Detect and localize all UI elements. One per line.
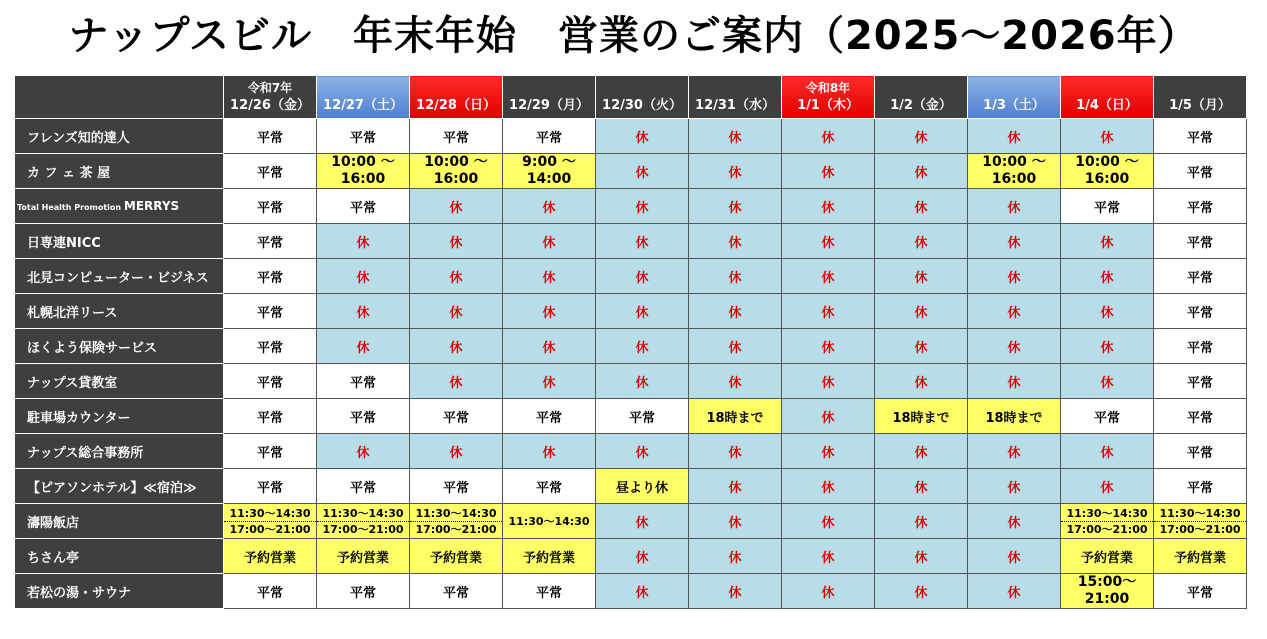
status-normal-cell: 平常	[224, 399, 317, 434]
status-closed-cell: 休	[503, 329, 596, 364]
status-closed-cell: 休	[968, 189, 1061, 224]
status-note-cell: 昼より休	[596, 469, 689, 504]
era-label	[317, 80, 409, 97]
header-corner-cell	[15, 76, 224, 119]
era-label: 令和7年	[247, 81, 293, 95]
status-closed-cell: 休	[875, 504, 968, 539]
status-closed-cell: 休	[968, 329, 1061, 364]
date-header-cell	[503, 76, 596, 119]
status-closed-cell: 休	[317, 329, 410, 364]
status-normal-cell: 平常	[224, 469, 317, 504]
era-label	[1154, 80, 1246, 97]
hours-line: 10:00 ～	[1075, 154, 1139, 170]
status-closed-cell: 休	[782, 154, 875, 189]
status-closed-cell: 休	[596, 364, 689, 399]
hours-cell	[410, 504, 503, 539]
status-normal-cell: 平常	[224, 364, 317, 399]
status-closed-cell: 休	[596, 154, 689, 189]
status-normal-cell: 平常	[1154, 329, 1247, 364]
status-closed-cell: 休	[503, 189, 596, 224]
hours-cell	[317, 504, 410, 539]
status-closed-cell: 休	[410, 434, 503, 469]
era-label	[968, 80, 1060, 97]
date-label: 12/26（金）	[230, 98, 310, 113]
status-normal-cell: 平常	[224, 224, 317, 259]
status-closed-cell: 休	[596, 329, 689, 364]
tenant-name-cell: 札幌北洋リース	[15, 294, 224, 329]
status-closed-cell: 休	[596, 539, 689, 574]
hours-cell	[317, 154, 410, 189]
hours-line: 16:00	[433, 171, 479, 187]
status-normal-cell: 平常	[224, 329, 317, 364]
status-closed-cell: 休	[1061, 119, 1154, 154]
status-closed-cell: 休	[596, 224, 689, 259]
status-closed-cell: 休	[689, 504, 782, 539]
status-note-cell: 18時まで	[968, 399, 1061, 434]
status-normal-cell: 平常	[1154, 224, 1247, 259]
hours-cell	[1061, 574, 1154, 609]
status-note-cell: 予約営業	[1061, 539, 1154, 574]
status-closed-cell: 休	[875, 539, 968, 574]
date-header-cell	[596, 76, 689, 119]
status-closed-cell: 休	[782, 364, 875, 399]
status-closed-cell: 休	[968, 469, 1061, 504]
table-row	[15, 434, 1247, 469]
status-normal-cell: 平常	[1154, 434, 1247, 469]
status-closed-cell: 休	[782, 259, 875, 294]
hours-line: 9:00 ～	[522, 154, 576, 170]
status-normal-cell: 平常	[503, 119, 596, 154]
era-label	[689, 80, 781, 97]
page-title: ナップスビル 年末年始 営業のご案内（2025～2026年）	[68, 13, 1199, 59]
status-closed-cell: 休	[1061, 364, 1154, 399]
status-closed-cell: 休	[596, 259, 689, 294]
status-closed-cell: 休	[1061, 259, 1154, 294]
status-closed-cell: 休	[596, 189, 689, 224]
status-normal-cell: 平常	[317, 364, 410, 399]
status-normal-cell: 平常	[596, 399, 689, 434]
date-label: 1/1（木）	[797, 98, 859, 113]
status-closed-cell: 休	[782, 574, 875, 609]
status-closed-cell: 休	[317, 224, 410, 259]
table-row	[15, 364, 1247, 399]
hours-line: 21:00	[1084, 591, 1130, 607]
status-closed-cell: 休	[410, 259, 503, 294]
era-label	[875, 80, 967, 97]
table-row	[15, 189, 1247, 224]
header-row	[15, 76, 1247, 119]
status-closed-cell: 休	[875, 329, 968, 364]
status-closed-cell: 休	[875, 294, 968, 329]
tenant-name-cell: 北見コンピューター・ビジネス	[15, 259, 224, 294]
status-closed-cell: 休	[968, 539, 1061, 574]
date-label: 1/5（月）	[1169, 98, 1231, 113]
date-label: 12/28（日）	[416, 98, 496, 113]
status-closed-cell: 休	[875, 469, 968, 504]
hours-line: 11:30～14:30	[1154, 506, 1246, 522]
status-closed-cell: 休	[596, 434, 689, 469]
status-closed-cell: 休	[968, 294, 1061, 329]
status-normal-cell: 平常	[1061, 399, 1154, 434]
status-closed-cell: 休	[968, 119, 1061, 154]
status-normal-cell: 平常	[1154, 364, 1247, 399]
status-closed-cell: 休	[689, 259, 782, 294]
tenant-name-cell: カ フ ェ 茶 屋	[15, 154, 224, 189]
status-closed-cell: 休	[1061, 329, 1154, 364]
status-normal-cell: 平常	[317, 189, 410, 224]
status-closed-cell: 休	[968, 574, 1061, 609]
status-closed-cell: 休	[782, 119, 875, 154]
hours-line: 10:00 ～	[982, 154, 1046, 170]
status-normal-cell: 平常	[410, 574, 503, 609]
hours-line: 16:00	[1084, 171, 1130, 187]
status-closed-cell: 休	[782, 469, 875, 504]
status-normal-cell: 平常	[1061, 189, 1154, 224]
status-normal-cell: 平常	[1154, 119, 1247, 154]
status-normal-cell: 平常	[317, 574, 410, 609]
tenant-name-cell: 若松の湯・サウナ	[15, 574, 224, 609]
status-closed-cell: 休	[875, 574, 968, 609]
status-closed-cell: 休	[875, 224, 968, 259]
date-header-cell	[968, 76, 1061, 119]
status-normal-cell: 平常	[224, 259, 317, 294]
status-normal-cell: 平常	[1154, 574, 1247, 609]
date-label: 1/3（土）	[983, 98, 1045, 113]
date-label: 12/30（火）	[602, 98, 682, 113]
table-row	[15, 399, 1247, 434]
hours-cell	[224, 504, 317, 539]
status-closed-cell: 休	[410, 364, 503, 399]
hours-line: 17:00～21:00	[322, 522, 404, 536]
hours-line: 17:00～21:00	[229, 522, 311, 536]
status-closed-cell: 休	[782, 294, 875, 329]
status-closed-cell: 休	[317, 434, 410, 469]
status-closed-cell: 休	[782, 329, 875, 364]
date-header-cell	[1061, 76, 1154, 119]
status-note-cell: 18時まで	[689, 399, 782, 434]
status-note-cell: 予約営業	[317, 539, 410, 574]
hours-line: 11:30～14:30	[317, 506, 409, 522]
table-row	[15, 504, 1247, 539]
status-closed-cell: 休	[875, 189, 968, 224]
status-closed-cell: 休	[689, 224, 782, 259]
status-normal-cell: 平常	[1154, 399, 1247, 434]
status-closed-cell: 休	[503, 294, 596, 329]
date-label: 12/29（月）	[509, 98, 589, 113]
table-row	[15, 224, 1247, 259]
hours-cell	[1154, 504, 1247, 539]
status-closed-cell: 休	[968, 434, 1061, 469]
status-normal-cell: 平常	[1154, 259, 1247, 294]
status-closed-cell: 休	[596, 574, 689, 609]
status-closed-cell: 休	[689, 539, 782, 574]
tenant-name-cell: ナップス貸教室	[15, 364, 224, 399]
hours-cell: 11:30～14:30	[503, 504, 596, 539]
status-closed-cell: 休	[968, 504, 1061, 539]
hours-line: 11:30～14:30	[224, 506, 316, 522]
status-note-cell: 予約営業	[1154, 539, 1247, 574]
schedule-table	[14, 75, 1247, 609]
status-closed-cell: 休	[689, 189, 782, 224]
hours-cell	[410, 154, 503, 189]
hours-line: 11:30～14:30	[410, 506, 502, 522]
status-normal-cell: 平常	[317, 469, 410, 504]
date-header-cell	[410, 76, 503, 119]
status-closed-cell: 休	[968, 364, 1061, 399]
status-closed-cell: 休	[689, 364, 782, 399]
status-normal-cell: 平常	[224, 574, 317, 609]
date-header-cell	[317, 76, 410, 119]
status-closed-cell: 休	[1061, 469, 1154, 504]
status-closed-cell: 休	[503, 224, 596, 259]
status-closed-cell: 休	[410, 294, 503, 329]
status-normal-cell: 平常	[317, 119, 410, 154]
hours-line: 10:00 ～	[424, 154, 488, 170]
status-closed-cell: 休	[875, 154, 968, 189]
tenant-name-cell: 駐車場カウンター	[15, 399, 224, 434]
hours-line: 10:00 ～	[331, 154, 395, 170]
era-label	[410, 80, 502, 97]
status-note-cell: 18時まで	[875, 399, 968, 434]
status-closed-cell: 休	[968, 259, 1061, 294]
hours-line: 16:00	[991, 171, 1037, 187]
table-row	[15, 119, 1247, 154]
status-normal-cell: 平常	[503, 399, 596, 434]
status-normal-cell: 平常	[410, 119, 503, 154]
status-closed-cell: 休	[689, 119, 782, 154]
status-normal-cell: 平常	[224, 119, 317, 154]
table-row	[15, 329, 1247, 364]
status-normal-cell: 平常	[224, 434, 317, 469]
status-closed-cell: 休	[689, 469, 782, 504]
era-label: 令和8年	[805, 81, 851, 95]
status-closed-cell: 休	[782, 399, 875, 434]
status-normal-cell: 平常	[410, 399, 503, 434]
tenant-name-large: MERRYS	[123, 198, 180, 213]
hours-cell	[1061, 154, 1154, 189]
status-closed-cell: 休	[689, 154, 782, 189]
status-closed-cell: 休	[410, 329, 503, 364]
table-row	[15, 574, 1247, 609]
status-normal-cell: 平常	[1154, 469, 1247, 504]
status-closed-cell: 休	[689, 434, 782, 469]
status-normal-cell: 平常	[1154, 154, 1247, 189]
status-closed-cell: 休	[875, 259, 968, 294]
status-normal-cell: 平常	[503, 469, 596, 504]
date-header-cell	[875, 76, 968, 119]
hours-line: 16:00	[340, 171, 386, 187]
status-closed-cell: 休	[875, 364, 968, 399]
hours-line: 17:00～21:00	[1066, 522, 1148, 536]
status-closed-cell: 休	[1061, 224, 1154, 259]
date-header-cell	[782, 76, 875, 119]
status-closed-cell: 休	[503, 434, 596, 469]
status-normal-cell: 平常	[1154, 189, 1247, 224]
status-closed-cell: 休	[503, 259, 596, 294]
status-closed-cell: 休	[782, 504, 875, 539]
status-closed-cell: 休	[1061, 294, 1154, 329]
status-closed-cell: 休	[503, 364, 596, 399]
table-row	[15, 294, 1247, 329]
tenant-name-cell: ほくよう保険サービス	[15, 329, 224, 364]
status-closed-cell: 休	[596, 119, 689, 154]
era-label	[503, 80, 595, 97]
status-closed-cell: 休	[782, 224, 875, 259]
table-row	[15, 259, 1247, 294]
status-closed-cell: 休	[689, 294, 782, 329]
tenant-name-cell	[15, 189, 224, 224]
tenant-name-cell: 【ピアソンホテル】≪宿泊≫	[15, 469, 224, 504]
status-note-cell: 予約営業	[224, 539, 317, 574]
tenant-name-cell: ナップス総合事務所	[15, 434, 224, 469]
status-closed-cell: 休	[875, 119, 968, 154]
era-label	[1061, 80, 1153, 97]
tenant-name-cell: フレンズ知的達人	[15, 119, 224, 154]
status-closed-cell: 休	[317, 259, 410, 294]
status-note-cell: 予約営業	[503, 539, 596, 574]
date-label: 12/31（水）	[695, 98, 775, 113]
status-normal-cell: 平常	[1154, 294, 1247, 329]
status-normal-cell: 平常	[224, 189, 317, 224]
date-label: 12/27（土）	[323, 98, 403, 113]
hours-line: 17:00～21:00	[1159, 522, 1241, 536]
date-header-cell	[224, 76, 317, 119]
status-normal-cell: 平常	[410, 469, 503, 504]
status-closed-cell: 休	[782, 434, 875, 469]
status-closed-cell: 休	[689, 329, 782, 364]
tenant-name-cell: ちさん亭	[15, 539, 224, 574]
table-row	[15, 154, 1247, 189]
status-closed-cell: 休	[968, 224, 1061, 259]
hours-line: 17:00～21:00	[415, 522, 497, 536]
status-closed-cell: 休	[782, 539, 875, 574]
status-normal-cell: 平常	[224, 294, 317, 329]
hours-cell	[968, 154, 1061, 189]
date-label: 1/4（日）	[1076, 98, 1138, 113]
status-closed-cell: 休	[317, 294, 410, 329]
status-normal-cell: 平常	[503, 574, 596, 609]
date-header-cell	[689, 76, 782, 119]
table-row	[15, 539, 1247, 574]
status-normal-cell: 平常	[317, 399, 410, 434]
hours-line: 11:30～14:30	[1061, 506, 1153, 522]
status-closed-cell: 休	[1061, 434, 1154, 469]
hours-cell	[503, 154, 596, 189]
hours-cell	[1061, 504, 1154, 539]
status-closed-cell: 休	[596, 294, 689, 329]
tenant-name-cell: 日専連NICC	[15, 224, 224, 259]
status-closed-cell: 休	[782, 189, 875, 224]
status-closed-cell: 休	[410, 189, 503, 224]
table-row	[15, 469, 1247, 504]
status-note-cell: 予約営業	[410, 539, 503, 574]
status-normal-cell: 平常	[224, 154, 317, 189]
status-closed-cell: 休	[596, 504, 689, 539]
hours-line: 14:00	[526, 171, 572, 187]
status-closed-cell: 休	[875, 434, 968, 469]
era-label	[596, 80, 688, 97]
tenant-name-small: Total Health Promotion	[17, 202, 124, 212]
date-header-cell	[1154, 76, 1247, 119]
status-closed-cell: 休	[410, 224, 503, 259]
hours-line: 15:00～	[1077, 574, 1137, 590]
status-closed-cell: 休	[689, 574, 782, 609]
date-label: 1/2（金）	[890, 98, 952, 113]
tenant-name-cell: 濤陽飯店	[15, 504, 224, 539]
